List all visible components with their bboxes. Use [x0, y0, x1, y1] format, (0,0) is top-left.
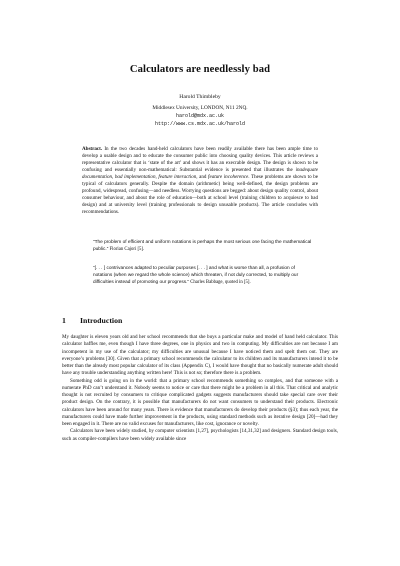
author-name: Harold Thimbleby: [179, 94, 221, 100]
abstract-emphasis: inadequate documentation: [82, 166, 318, 180]
abstract-text: In the two decades hand-held calculators have been readily available there has been ample time to develop a usable design and to educate the consumer public into choosing quality devices. This article reviews a representative calculator that is ‘state of the art’ and shows it has an execrable design. The design is shown to be confusing and essentially non-mathematical: Substantial evidence is presented that illustrates the: [82, 146, 318, 173]
quote-text: “The problem of efficient and uniform notations is perhaps the most serious one facing the mathematical public.”: [93, 240, 312, 252]
body-paragraph: Calculators have been widely studied, by computer scientists [1,27], psychologists [14,31,32] and designers. Standard design tools, such as compiler-compilers have been widely available since: [62, 428, 338, 442]
author-email: harold@mdx.ac.uk: [175, 113, 224, 119]
quote-attribution: Charles Babbage, quoted in [5].: [189, 279, 251, 285]
abstract: [82, 146, 318, 216]
abstract-emphasis: bad implementation: [114, 173, 156, 180]
section-number: 1: [62, 316, 66, 325]
paper-title: Calculators are needlessly bad: [129, 64, 271, 75]
body-paragraph: My daughter is eleven years old and her school recommends that she buys a particular make and model of hand held calculator. This calculator baffles me, even though I have three degrees, one in physics and two in computing. My difficulties are not because I am incompetent in my use of the calculator; my difficulties are unusual because I have noticed them and spelt them out. They are everyone’s problems [30]. Given that a primary school recommends the calculator to its children and its manufacturers intend it to be better than the already most popular calculator of its class (Appendix C), I would have thought that no basically numerate adult should have any trouble understanding anything written here! This is not so; therefore there is a problem.: [62, 334, 338, 377]
abstract-emphasis: feature incoherence: [208, 173, 249, 180]
author-url: http://www.cs.mdx.ac.uk/harold: [154, 121, 245, 127]
affiliation: Middlesex University, LONDON, N11 2NQ.: [152, 105, 248, 111]
epigraph-quote: [93, 266, 312, 287]
abstract-label: Abstract.: [82, 146, 103, 152]
body-text: [62, 334, 338, 443]
body-paragraph: Something odd is going on in the world: that a primary school recommends something so complex, and that someone with a numerate PhD can’t understand it. Nobody seems to notice or care that there might be a problem in all this. That critical and analytic thought is not recruited by consumers to critique complicated gadgets suggests manufacturers should take special care over their product design. On the contrary, it is possible that manufacturers do not want consumers to understand their products. Electronic calculators have been around for many years. There is evidence that manufacturers do develop their products (§3); thus each year, the manufacturers could have made further improvement in the products, using standard methods such as iterative design [20]—had they been engaged in it. There are no valid excuses for manufacturers, like cost, ignorance or novelty.: [62, 377, 338, 427]
abstract-text: ,: [155, 173, 159, 180]
section-heading: [62, 316, 122, 325]
quote-attribution: Florian Cajori [5].: [108, 246, 145, 252]
abstract-emphasis: feature interaction: [158, 173, 197, 180]
section-title: Introduction: [80, 316, 123, 325]
author-affiliation-block: [0, 104, 400, 128]
abstract-text: . These problems are shown to be typical of calculators generally. Despite the domain (arithmetic) being well-defined, the design problems are profound, widespread, confusing—and needless. Worrying questions are begged: about design quality control, about consumer behaviour, and about the role of education—both at school level (training children to acquiesce to bad design) and at university level (training professionals to design unusable products). The article concludes with recommendations.: [82, 173, 318, 215]
abstract-text: , and: [196, 173, 209, 180]
epigraph-quote: [93, 240, 312, 254]
quote-text: “[. . . ] contrivances adapted to peculiar purposes [. . . ] and what is worse than all, a profusion of notations (when we regard the whole science) which threaten, if not duly corrected, to multiply our difficulties instead of promoting our progress.”: [93, 266, 299, 285]
abstract-text: ,: [112, 173, 115, 180]
